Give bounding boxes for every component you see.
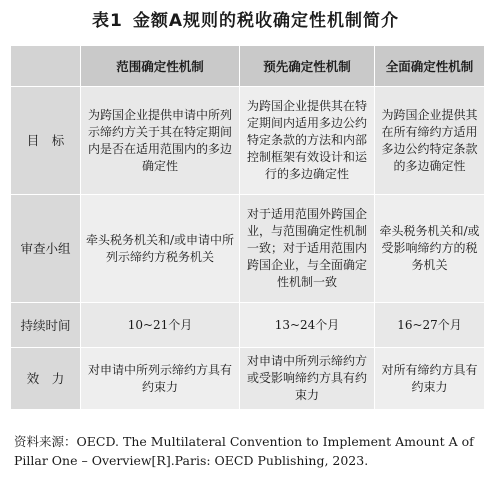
cell-duration-advance: 13~24个月 [240,303,375,348]
mechanism-table [10,45,485,410]
row-label-goal: 目 标 [11,87,81,195]
table-row-review-panel [11,195,485,303]
row-label-duration: 持续时间 [11,303,81,348]
source-citation: OECD. The Multilateral Convention to Implement Amount A of Pillar One – Overview[R].Paris: OECD Publishing, 2023. [14,434,474,468]
table-title-text: 金额A规则的税收确定性机制简介 [132,11,399,31]
source-note [14,432,484,470]
table-number: 表1 [92,11,123,31]
table-header-row [11,46,485,87]
cell-goal-advance: 为跨国企业提供其在特定期间内适用多边公约特定条款的方法和内部控制框架有效设计和运行的多边确定性 [240,87,375,195]
cell-effect-scope: 对申请中所列示缔约方具有约束力 [81,348,240,410]
cell-review-advance: 对于适用范围外跨国企业，与范围确定性机制一致；对于适用范围内跨国企业，与全面确定性机制一致 [240,195,375,303]
cell-duration-comprehensive: 16~27个月 [375,303,485,348]
header-corner [11,46,81,87]
cell-goal-comprehensive: 为跨国企业提供其在所有缔约方适用多边公约特定条款的多边确定性 [375,87,485,195]
source-label: 资料来源： [14,434,77,449]
cell-goal-scope: 为跨国企业提供申请中所列示缔约方关于其在特定期间内是否在适用范围内的多边确定性 [81,87,240,195]
row-label-effect: 效 力 [11,348,81,410]
row-label-review-panel: 审查小组 [11,195,81,303]
cell-review-scope: 牵头税务机关和/或申请中所列示缔约方税务机关 [81,195,240,303]
cell-review-comprehensive: 牵头税务机关和/或受影响缔约方的税务机关 [375,195,485,303]
header-advance: 预先确定性机制 [240,46,375,87]
table-row-duration [11,303,485,348]
header-scope: 范围确定性机制 [81,46,240,87]
cell-effect-advance: 对申请中所列示缔约方或受影响缔约方具有约束力 [240,348,375,410]
cell-duration-scope: 10~21个月 [81,303,240,348]
table-row-effect [11,348,485,410]
cell-effect-comprehensive: 对所有缔约方具有约束力 [375,348,485,410]
table-row-goal [11,87,485,195]
header-comprehensive: 全面确定性机制 [375,46,485,87]
table-title [0,6,491,31]
